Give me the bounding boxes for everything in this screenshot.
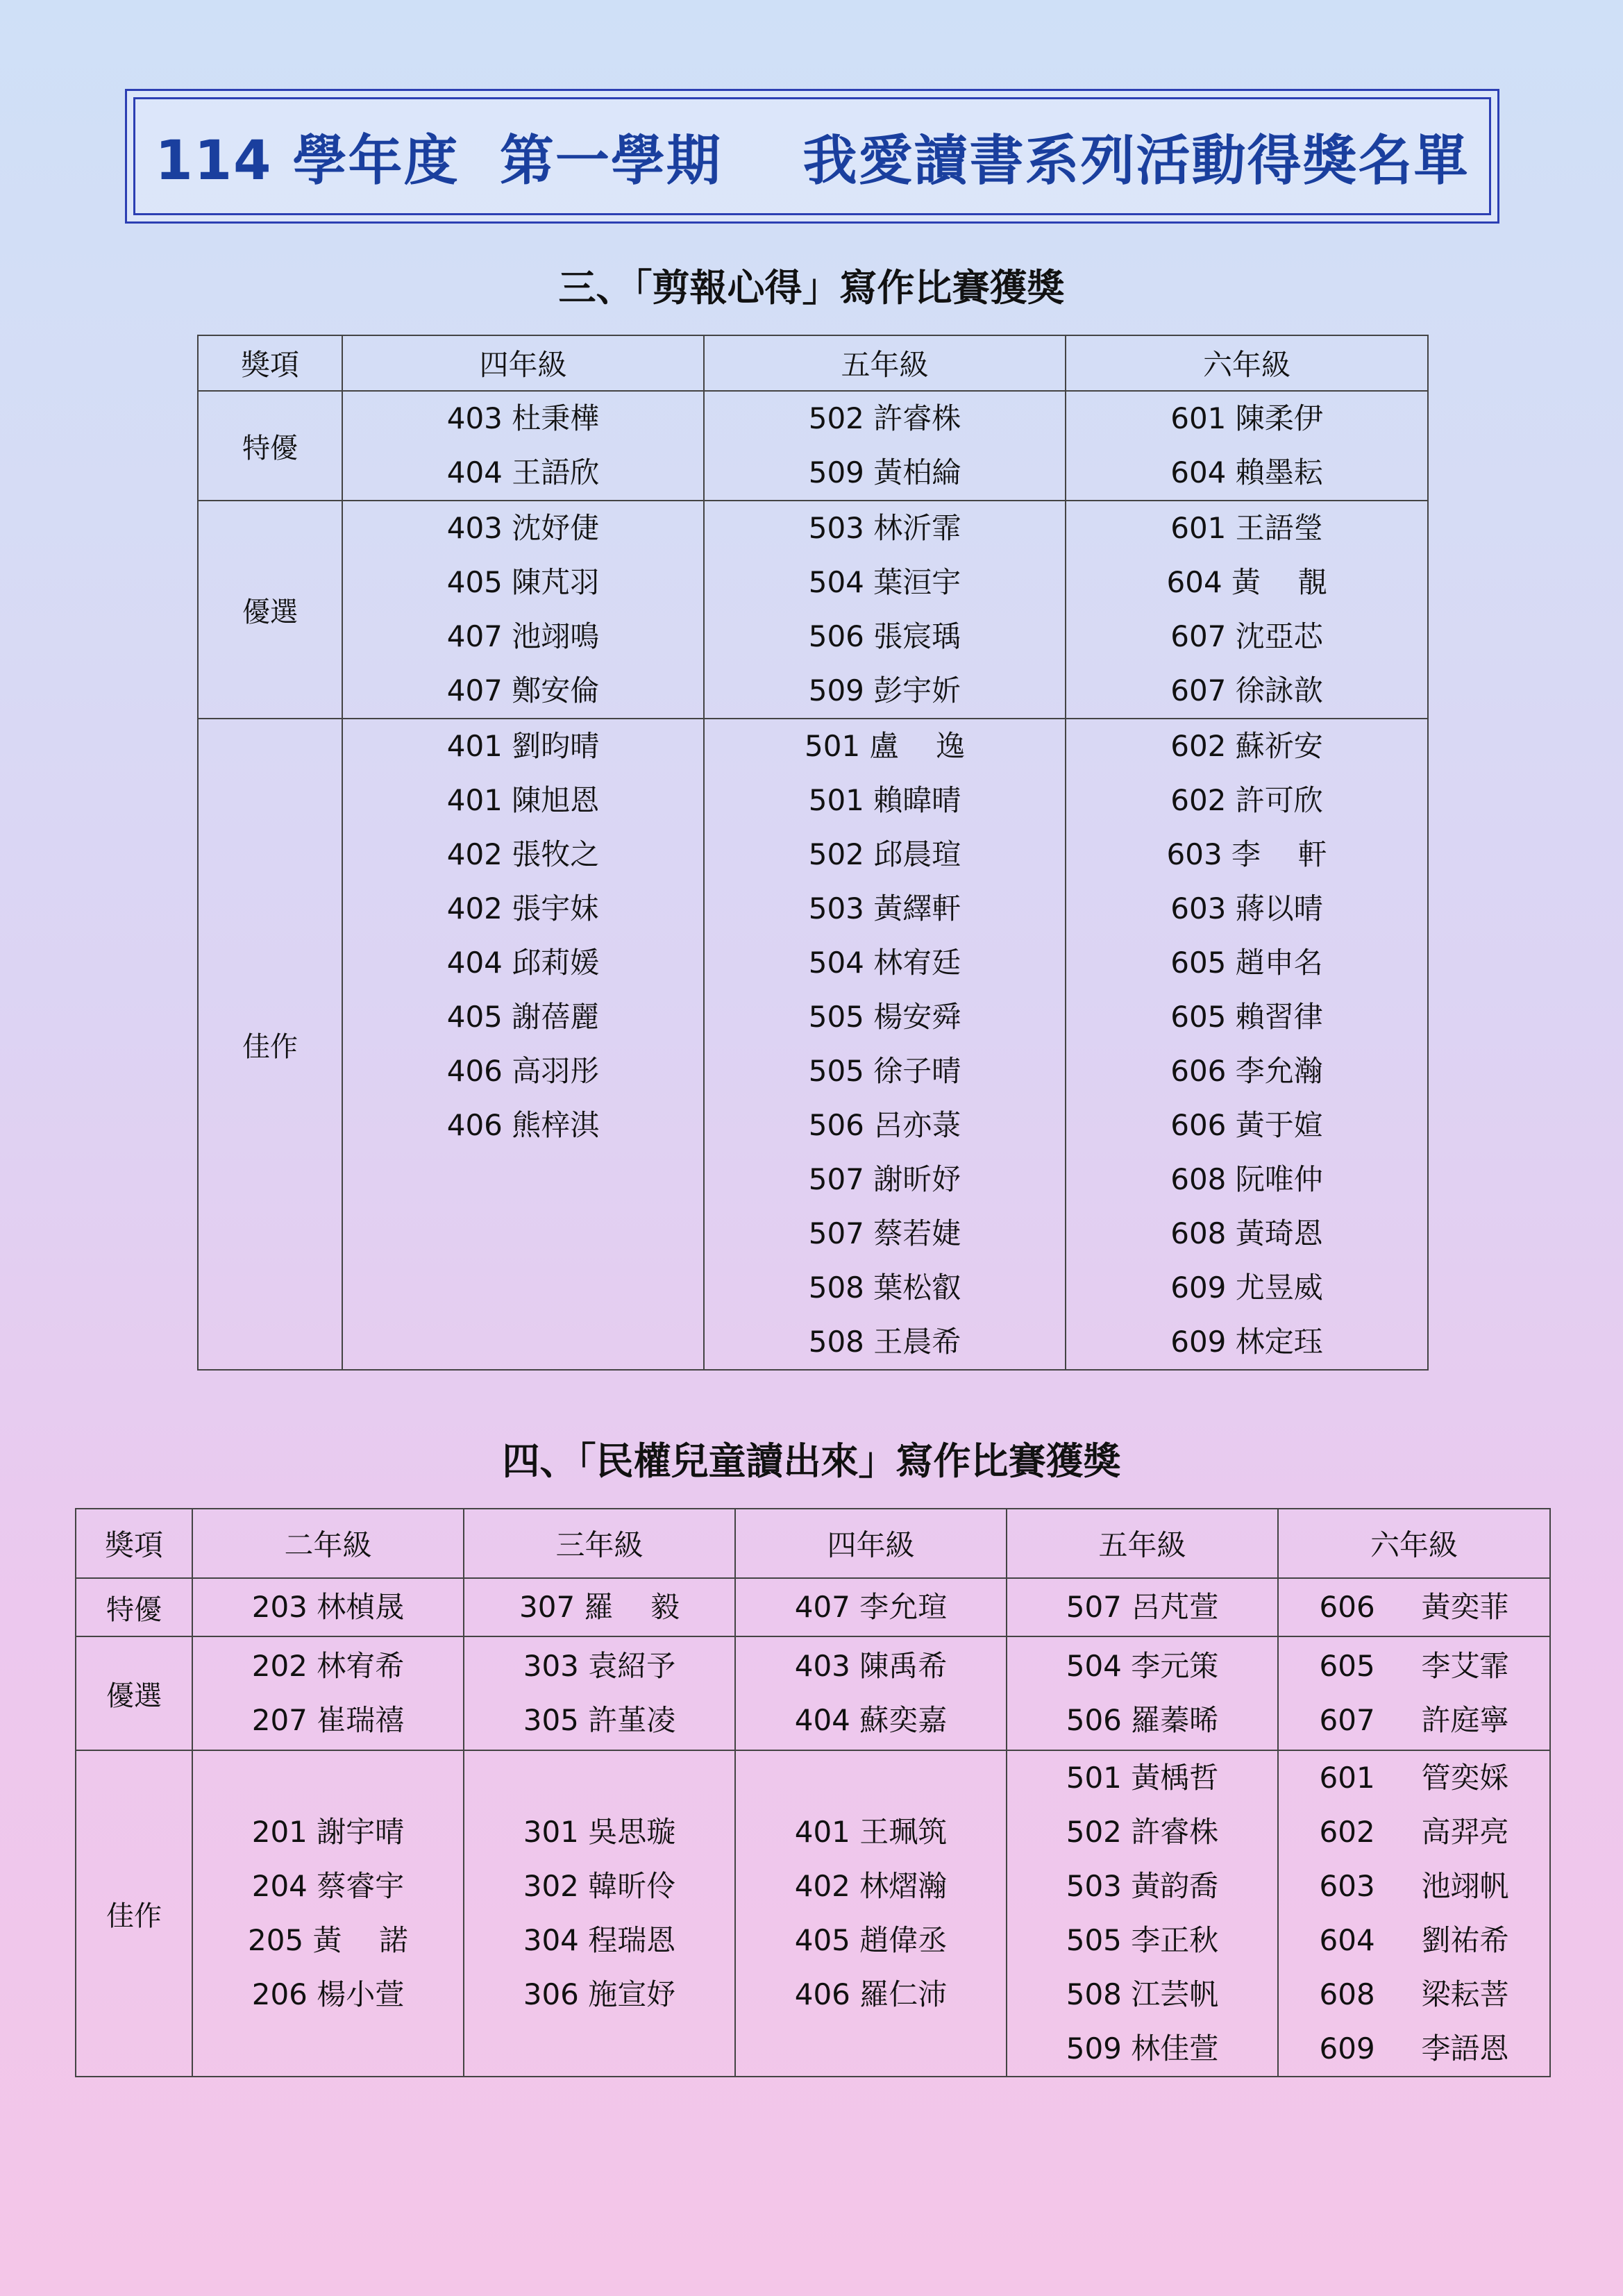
section3-table xyxy=(197,335,1429,1371)
student-entry: 402 張牧之 xyxy=(446,837,600,871)
section3-row-excellent xyxy=(198,501,1428,719)
student-entry: 601 王語瑩 xyxy=(1170,511,1323,545)
names-cell xyxy=(1066,719,1428,1370)
student-entry: 601 管奕婇 xyxy=(1319,1761,1509,1795)
student-entry: 604 劉祐希 xyxy=(1319,1923,1509,1957)
names-cell xyxy=(704,391,1066,501)
student-entry: 508 葉松叡 xyxy=(808,1271,961,1305)
student-entry: 606 李允瀚 xyxy=(1170,1054,1323,1088)
student-entry: 507 謝昕妤 xyxy=(808,1162,961,1196)
header-grade3: 三年級 xyxy=(464,1509,735,1578)
student-entry: 507 蔡若婕 xyxy=(808,1216,961,1250)
award-label: 特優 xyxy=(198,391,342,501)
student-entry: 203 林楨晟 xyxy=(251,1590,405,1624)
student-entry: 509 彭宇妡 xyxy=(808,673,961,707)
names-cell xyxy=(192,1636,464,1750)
award-label: 優選 xyxy=(76,1636,192,1750)
names-cell xyxy=(342,391,704,501)
student-entry: 303 袁紹予 xyxy=(523,1649,676,1683)
header-grade6: 六年級 xyxy=(1278,1509,1550,1578)
names-cell xyxy=(464,1750,735,2077)
student-entry: 505 楊安舜 xyxy=(808,1000,961,1034)
student-entry: 301 吳思璇 xyxy=(523,1815,676,1849)
section3-header-row xyxy=(198,335,1428,391)
student-entry: 502 許睿株 xyxy=(808,401,961,435)
student-entry: 404 邱莉媛 xyxy=(446,946,600,980)
student-entry: 204 蔡睿宇 xyxy=(251,1869,405,1903)
title-banner xyxy=(125,89,1499,224)
student-entry: 501 賴暐晴 xyxy=(808,783,961,817)
names-cell xyxy=(1278,1750,1550,2077)
student-entry: 604 賴墨耘 xyxy=(1170,455,1323,489)
award-label: 佳作 xyxy=(198,719,342,1370)
student-entry: 501 盧 逸 xyxy=(805,729,965,763)
header-award: 獎項 xyxy=(198,335,342,391)
section3-row-merit xyxy=(198,719,1428,1370)
student-entry: 202 林宥希 xyxy=(251,1649,405,1683)
student-entry: 403 杜秉樺 xyxy=(446,401,600,435)
student-entry: 206 楊小萱 xyxy=(251,1977,405,2011)
names-cell xyxy=(1007,1636,1278,1750)
names-cell xyxy=(704,719,1066,1370)
student-entry: 609 李語恩 xyxy=(1319,2031,1509,2065)
names-cell xyxy=(1007,1750,1278,2077)
student-entry: 602 蘇祈安 xyxy=(1170,729,1323,763)
names-cell xyxy=(192,1750,464,2077)
page-title: 114 學年度 第一學期 我愛讀書系列活動得獎名單 xyxy=(155,130,1470,192)
student-entry: 503 林沂霏 xyxy=(808,511,961,545)
student-entry: 207 崔瑞禧 xyxy=(251,1703,405,1737)
names-cell xyxy=(1007,1578,1278,1636)
student-entry: 307 羅 毅 xyxy=(519,1590,680,1624)
section3-heading: 三、「剪報心得」寫作比賽獲獎 xyxy=(558,266,1065,310)
student-entry: 506 張宸瑀 xyxy=(808,619,961,653)
student-entry: 608 黃琦恩 xyxy=(1170,1216,1323,1250)
header-grade2: 二年級 xyxy=(192,1509,464,1578)
student-entry: 502 邱晨瑄 xyxy=(808,837,961,871)
student-entry: 401 陳旭恩 xyxy=(446,783,600,817)
student-entry: 401 劉昀晴 xyxy=(446,729,600,763)
student-entry: 407 池翊鳴 xyxy=(446,619,600,653)
student-entry: 403 陳禹希 xyxy=(794,1649,948,1683)
student-entry: 402 張宇妺 xyxy=(446,891,600,925)
header-grade4: 四年級 xyxy=(342,335,704,391)
student-entry: 406 高羽彤 xyxy=(446,1054,600,1088)
header-grade5: 五年級 xyxy=(704,335,1066,391)
section4-row-merit xyxy=(76,1750,1550,2077)
student-entry: 304 程瑞恩 xyxy=(523,1923,676,1957)
student-entry: 305 許堇凌 xyxy=(523,1703,676,1737)
student-entry: 601 陳柔伊 xyxy=(1170,401,1323,435)
student-entry: 609 林定珏 xyxy=(1170,1325,1323,1359)
student-entry: 607 沈亞芯 xyxy=(1170,619,1323,653)
student-entry: 508 王晨希 xyxy=(808,1325,961,1359)
student-entry: 503 黃繹軒 xyxy=(808,891,961,925)
student-entry: 306 施宣妤 xyxy=(523,1977,676,2011)
student-entry: 509 林佳萱 xyxy=(1066,2031,1219,2065)
names-cell xyxy=(464,1636,735,1750)
student-entry: 603 蔣以晴 xyxy=(1170,891,1323,925)
student-entry: 605 李艾霏 xyxy=(1319,1649,1509,1683)
student-entry: 502 許睿株 xyxy=(1066,1815,1219,1849)
names-cell xyxy=(342,719,704,1370)
header-grade5: 五年級 xyxy=(1007,1509,1278,1578)
header-grade6: 六年級 xyxy=(1066,335,1428,391)
section4-row-special xyxy=(76,1578,1550,1636)
names-cell xyxy=(1278,1578,1550,1636)
header-grade4: 四年級 xyxy=(735,1509,1007,1578)
student-entry: 605 賴習律 xyxy=(1170,1000,1323,1034)
award-label: 特優 xyxy=(76,1578,192,1636)
student-entry: 603 李 軒 xyxy=(1166,837,1327,871)
student-entry: 404 王語欣 xyxy=(446,455,600,489)
student-entry: 606 黃奕菲 xyxy=(1319,1590,1509,1624)
student-entry: 404 蘇奕嘉 xyxy=(794,1703,948,1737)
names-cell xyxy=(1278,1636,1550,1750)
student-entry: 608 梁耘菩 xyxy=(1319,1977,1509,2011)
award-label: 優選 xyxy=(198,501,342,719)
student-entry: 302 韓昕伶 xyxy=(523,1869,676,1903)
student-entry: 201 謝宇晴 xyxy=(251,1815,405,1849)
names-cell xyxy=(342,501,704,719)
student-entry: 503 黃韵喬 xyxy=(1066,1869,1219,1903)
student-entry: 501 黃楀哲 xyxy=(1066,1761,1219,1795)
student-entry: 509 黃柏綸 xyxy=(808,455,961,489)
student-entry: 505 徐子晴 xyxy=(808,1054,961,1088)
student-entry: 405 趙偉丞 xyxy=(794,1923,948,1957)
section4-table xyxy=(75,1508,1551,2077)
student-entry: 602 高羿亮 xyxy=(1319,1815,1509,1849)
student-entry: 407 李允瑄 xyxy=(794,1590,948,1624)
student-entry: 205 黃 諾 xyxy=(248,1923,408,1957)
section4-header-row xyxy=(76,1509,1550,1578)
section4-heading: 四、「民權兒童讀出來」寫作比賽獲獎 xyxy=(502,1439,1121,1483)
names-cell xyxy=(704,501,1066,719)
names-cell xyxy=(1066,391,1428,501)
student-entry: 603 池翊帆 xyxy=(1319,1869,1509,1903)
student-entry: 504 葉洹宇 xyxy=(808,565,961,599)
student-entry: 407 鄭安倫 xyxy=(446,673,600,707)
section3-row-special xyxy=(198,391,1428,501)
student-entry: 607 許庭寧 xyxy=(1319,1703,1509,1737)
award-label: 佳作 xyxy=(76,1750,192,2077)
student-entry: 402 林熠瀚 xyxy=(794,1869,948,1903)
student-entry: 607 徐詠歆 xyxy=(1170,673,1323,707)
student-entry: 406 羅仁沛 xyxy=(794,1977,948,2011)
student-entry: 504 林宥廷 xyxy=(808,946,961,980)
student-entry: 602 許可欣 xyxy=(1170,783,1323,817)
names-cell xyxy=(1066,501,1428,719)
student-entry: 508 江芸帆 xyxy=(1066,1977,1219,2011)
student-entry: 505 李正秋 xyxy=(1066,1923,1219,1957)
names-cell xyxy=(192,1578,464,1636)
student-entry: 609 尤昱威 xyxy=(1170,1271,1323,1305)
student-entry: 506 呂亦菉 xyxy=(808,1108,961,1142)
student-entry: 401 王珮筑 xyxy=(794,1815,948,1849)
names-cell xyxy=(735,1750,1007,2077)
student-entry: 405 陳芃羽 xyxy=(446,565,600,599)
student-entry: 605 趙申名 xyxy=(1170,946,1323,980)
header-award: 獎項 xyxy=(76,1509,192,1578)
student-entry: 604 黃 靚 xyxy=(1166,565,1327,599)
student-entry: 606 黃于媗 xyxy=(1170,1108,1323,1142)
student-entry: 403 沈妤倢 xyxy=(446,511,600,545)
student-entry: 406 熊梓淇 xyxy=(446,1108,600,1142)
student-entry: 405 謝蓓麗 xyxy=(446,1000,600,1034)
student-entry: 506 羅蓁晞 xyxy=(1066,1703,1219,1737)
section4-row-excellent xyxy=(76,1636,1550,1750)
names-cell xyxy=(735,1636,1007,1750)
student-entry: 608 阮唯仲 xyxy=(1170,1162,1323,1196)
names-cell xyxy=(735,1578,1007,1636)
names-cell xyxy=(464,1578,735,1636)
student-entry: 507 呂芃萱 xyxy=(1066,1590,1219,1624)
student-entry: 504 李元策 xyxy=(1066,1649,1219,1683)
